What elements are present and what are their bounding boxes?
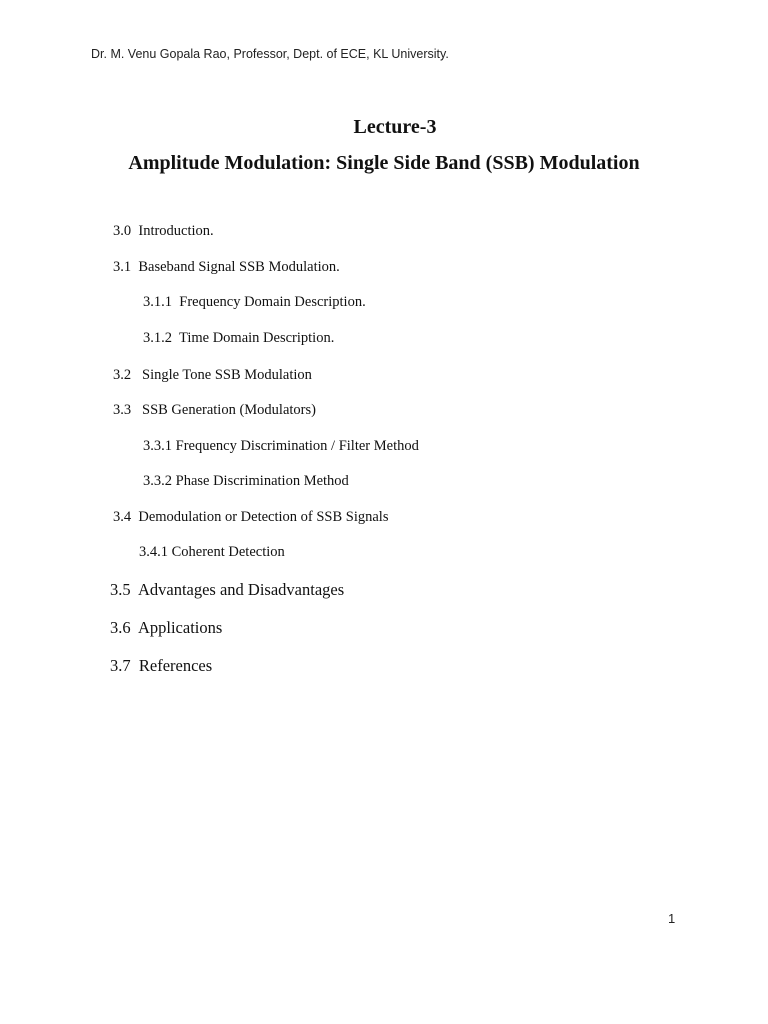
toc-item-3-4-1: 3.4.1 Coherent Detection — [139, 544, 285, 560]
toc-item-3-1: 3.1 Baseband Signal SSB Modulation. — [113, 259, 340, 275]
toc-item-3-7: 3.7 References — [110, 656, 213, 675]
toc-item-3-3-1: 3.3.1 Frequency Discrimination / Filter Method — [143, 438, 419, 454]
toc-item-3-3-2: 3.3.2 Phase Discrimination Method — [143, 473, 349, 489]
toc-item-3-1-1: 3.1.1 Frequency Domain Description. — [143, 294, 366, 310]
page-number: 1 — [668, 911, 676, 926]
lecture-title: Lecture-3 — [353, 116, 437, 138]
toc-item-3-0: 3.0 Introduction. — [113, 223, 214, 239]
toc-item-3-3: 3.3 SSB Generation (Modulators) — [113, 402, 316, 418]
lecture-subtitle: Amplitude Modulation: Single Side Band (SSB) Modulation — [128, 152, 640, 174]
toc-item-3-4: 3.4 Demodulation or Detection of SSB Signals — [113, 509, 389, 525]
author-header: Dr. M. Venu Gopala Rao, Professor, Dept. of ECE, KL University. — [91, 47, 449, 61]
toc-item-3-2: 3.2 Single Tone SSB Modulation — [113, 367, 312, 383]
toc-item-3-1-2: 3.1.2 Time Domain Description. — [143, 330, 335, 346]
toc-item-3-5: 3.5 Advantages and Disadvantages — [110, 580, 345, 599]
toc-item-3-6: 3.6 Applications — [110, 618, 223, 637]
